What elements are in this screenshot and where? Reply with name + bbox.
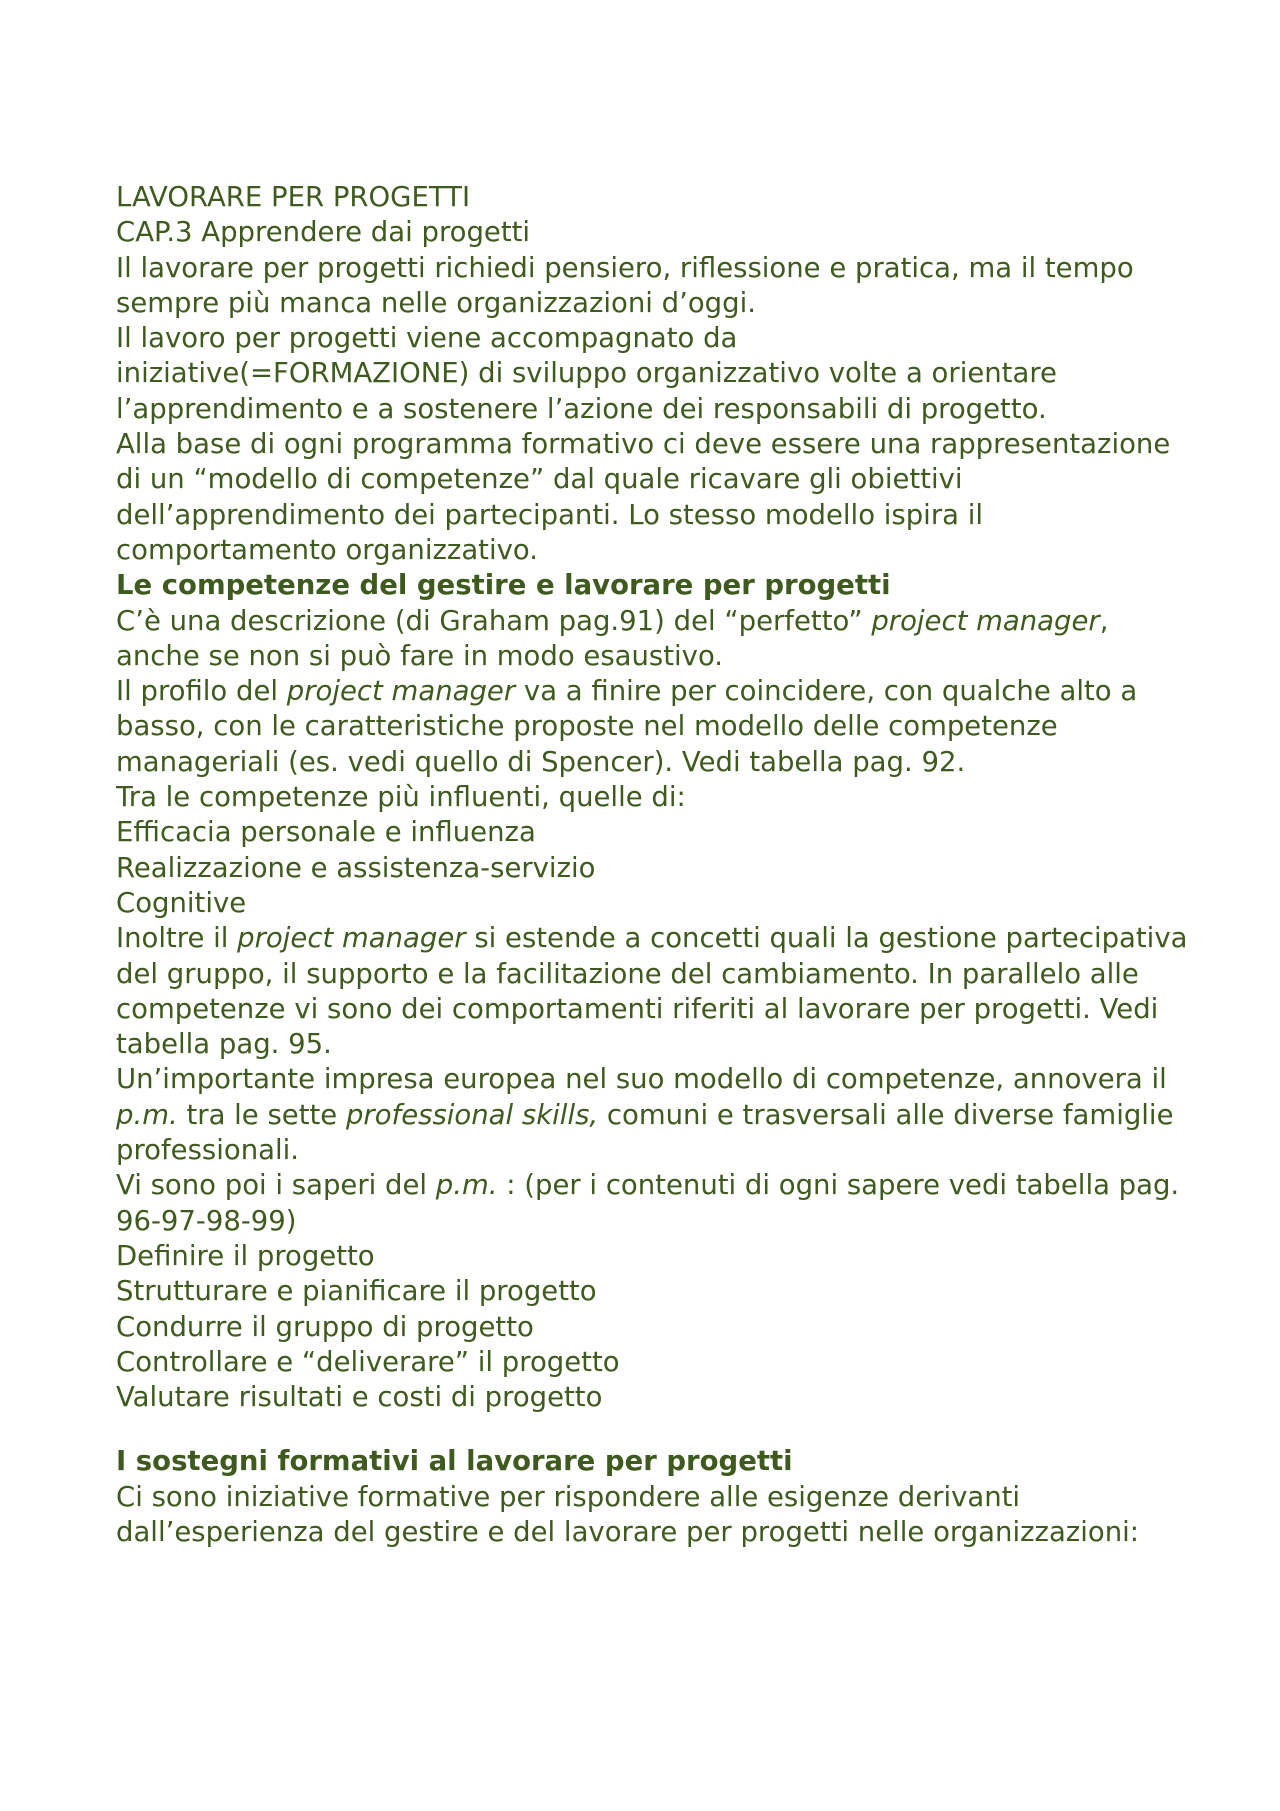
- italic-term: professional skills,: [345, 1098, 599, 1131]
- paragraph-formazione: iniziative(=FORMAZIONE) di sviluppo organizzativo volte a orientare l’apprendimento e a sostenere l’azione dei responsabili di progetto.: [116, 357, 1057, 425]
- text-run: C’è una descrizione (di Graham pag.91) del “perfetto”: [116, 604, 872, 637]
- text-run: Il profilo del: [116, 675, 287, 708]
- italic-term: p.m.: [116, 1098, 178, 1131]
- list-item: Valutare risultati e costi di progetto: [116, 1381, 603, 1414]
- paragraph-competenze-intro: Tra le competenze più influenti, quelle di:: [116, 781, 686, 814]
- text-run: Vi sono poi i saperi del: [116, 1169, 436, 1202]
- paragraph-inoltre: [116, 921, 1196, 1062]
- blank-line: [116, 1415, 1196, 1444]
- italic-term: project manager: [237, 922, 466, 955]
- text-run: Un’importante impresa europea nel suo modello di competenze, annovera il: [116, 1063, 1167, 1096]
- saperi-list: [116, 1239, 1196, 1415]
- text-run: Inoltre il: [116, 922, 238, 955]
- chapter-heading: CAP.3 Apprendere dai progetti: [116, 216, 531, 249]
- paragraph-iniziative: Ci sono iniziative formative per rispondere alle esigenze derivanti dall’esperienza del gestire e del lavorare per progetti nelle organizzazioni:: [116, 1480, 1140, 1548]
- italic-term: project manager: [871, 604, 1100, 637]
- list-item: Condurre il gruppo di progetto: [116, 1310, 534, 1343]
- text-run: tra le sette: [177, 1098, 346, 1131]
- list-item: Strutturare e pianificare il progetto: [116, 1275, 597, 1308]
- text-run: va a finire per coincidere, con qualche alto a basso, con le caratteristiche proposte nel modello delle competenze manageriali (es. vedi quello di Spencer). Vedi tabella pag. 92.: [116, 675, 1138, 778]
- italic-term: project manager: [286, 675, 516, 708]
- paragraph-profilo: [116, 674, 1196, 780]
- section-heading-competenze: Le competenze del gestire e lavorare per progetti: [116, 569, 891, 602]
- paragraph-intro: Il lavorare per progetti richiedi pensiero, riflessione e pratica, ma il tempo sempre più manca nelle organizzazioni d’oggi.: [116, 251, 1134, 319]
- paragraph-graham: [116, 604, 1196, 675]
- competenze-list: [116, 815, 1196, 921]
- paragraph-formazione-line1: Il lavoro per progetti viene accompagnato da: [116, 322, 738, 355]
- text-run: , anche se non si può fare in modo esaustivo.: [116, 604, 1109, 672]
- text-run: si estende a concetti quali la gestione partecipativa del gruppo, il supporto e la facilitazione del cambiamento. In parallelo alle competenze vi sono dei comportamenti riferiti al lavorare per progetti. Vedi tabella pag. 95.: [116, 922, 1188, 1061]
- document-page: [116, 180, 1196, 1550]
- paragraph-modello: Alla base di ogni programma formativo ci deve essere una rappresentazione di un “modello di competenze” dal quale ricavare gli obiettivi dell’apprendimento dei partecipanti. Lo stesso modello ispira il comportamento organizzativo.: [116, 428, 1171, 566]
- italic-term: p.m.: [435, 1169, 498, 1202]
- section-heading-sostegni: I sostegni formativi al lavorare per progetti: [116, 1445, 793, 1478]
- list-item: Cognitive: [116, 886, 247, 919]
- text-run: comuni e trasversali alle diverse famiglie professionali.: [116, 1098, 1174, 1167]
- list-item: Controllare e “deliverare” il progetto: [116, 1345, 620, 1378]
- list-item: Efficacia personale e influenza: [116, 816, 536, 849]
- paragraph-impresa: [116, 1062, 1196, 1168]
- list-item: Definire il progetto: [116, 1239, 375, 1272]
- list-item: Realizzazione e assistenza-servizio: [116, 851, 596, 884]
- paragraph-saperi: [116, 1168, 1196, 1239]
- document-title: LAVORARE PER PROGETTI: [116, 181, 471, 213]
- text-run: : (per i contenuti di ogni sapere vedi tabella pag. 96-97-98-99): [116, 1169, 1180, 1237]
